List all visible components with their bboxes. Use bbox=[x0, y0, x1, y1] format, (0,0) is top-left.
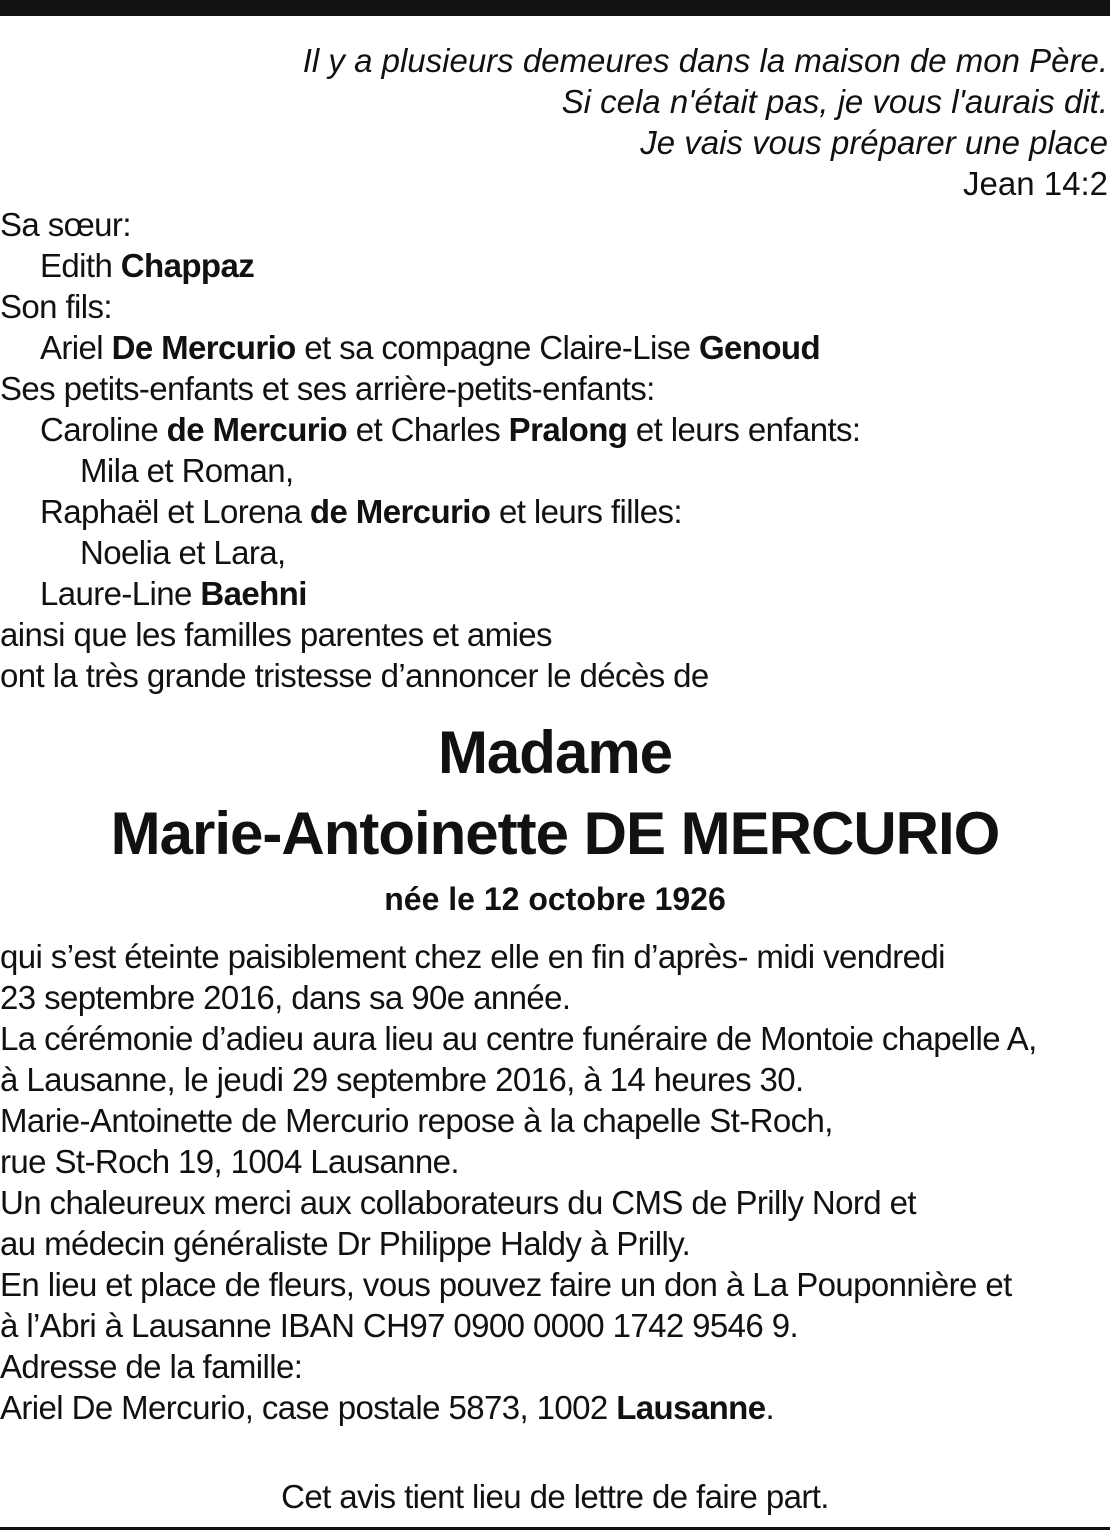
deceased-honorific: Madame bbox=[437, 719, 673, 786]
son-partner-last-name: Genoud bbox=[698, 329, 821, 366]
grandchild-last-name: de Mercurio bbox=[166, 411, 348, 448]
grandchild-first-name: Laure-Line bbox=[40, 575, 201, 612]
grandchild-tail: et leurs filles: bbox=[490, 493, 682, 530]
details-text bbox=[0, 936, 1110, 1428]
bible-epigraph bbox=[303, 40, 1108, 204]
epigraph-reference: Jean 14:2 bbox=[963, 165, 1108, 202]
deceased-title-block bbox=[0, 712, 1110, 924]
grandchild-entry bbox=[0, 491, 1110, 532]
sister-label: Sa sœur: bbox=[0, 206, 131, 243]
details-line: à l’Abri à Lausanne IBAN CH97 0900 0000 1742 9546 9. bbox=[0, 1307, 799, 1344]
son-label: Son fils: bbox=[0, 288, 112, 325]
details-line: Adresse de la famille: bbox=[0, 1348, 303, 1385]
deceased-name: Marie-Antoinette DE MERCURIO bbox=[110, 800, 1000, 867]
sister-first-name: Edith bbox=[40, 247, 121, 284]
epigraph-line: Je vais vous préparer une place bbox=[640, 124, 1108, 161]
grandchild-partner-text: et Charles bbox=[347, 411, 509, 448]
details-line: Marie-Antoinette de Mercurio repose à la chapelle St-Roch, bbox=[0, 1102, 833, 1139]
epigraph-line: Si cela n'était pas, je vous l'aurais dit. bbox=[561, 83, 1108, 120]
details-line: Un chaleureux merci aux collaborateurs du CMS de Prilly Nord et bbox=[0, 1184, 916, 1221]
grandchildren-label: Ses petits-enfants et ses arrière-petits-enfants: bbox=[0, 370, 655, 407]
closing-note: Cet avis tient lieu de lettre de faire part. bbox=[281, 1478, 829, 1515]
address-city: Lausanne bbox=[616, 1389, 766, 1426]
top-rule bbox=[0, 0, 1110, 16]
son-last-name: De Mercurio bbox=[111, 329, 296, 366]
details-line: En lieu et place de fleurs, vous pouvez faire un don à La Pouponnière et bbox=[0, 1266, 1012, 1303]
family-list bbox=[0, 204, 1110, 696]
details-line: rue St-Roch 19, 1004 Lausanne. bbox=[0, 1143, 460, 1180]
grandchild-last-name: Baehni bbox=[200, 575, 307, 612]
great-grandchildren-entry: Mila et Roman, bbox=[80, 452, 294, 489]
grandchild-entry bbox=[0, 573, 1110, 614]
address-suffix: . bbox=[765, 1389, 775, 1426]
grandchild-first-name: Raphaël et Lorena bbox=[40, 493, 310, 530]
deceased-birth-date: née le 12 octobre 1926 bbox=[384, 881, 726, 917]
family-closing-line: ainsi que les familles parentes et amies bbox=[0, 616, 552, 653]
son-entry bbox=[0, 327, 1110, 368]
grandchild-partner-last-name: Pralong bbox=[508, 411, 628, 448]
epigraph-line: Il y a plusieurs demeures dans la maison de mon Père. bbox=[302, 42, 1108, 79]
son-partner-text: et sa compagne Claire-Lise bbox=[295, 329, 699, 366]
grandchild-tail: et leurs enfants: bbox=[627, 411, 861, 448]
details-line: La cérémonie d’adieu aura lieu au centre funéraire de Montoie chapelle A, bbox=[0, 1020, 1037, 1057]
great-grandchildren-entry: Noelia et Lara, bbox=[80, 534, 286, 571]
sister-entry bbox=[0, 245, 1110, 286]
grandchild-entry bbox=[0, 409, 1110, 450]
family-address bbox=[0, 1387, 1110, 1428]
address-prefix: Ariel De Mercurio, case postale 5873, 1002 bbox=[0, 1389, 617, 1426]
details-line: à Lausanne, le jeudi 29 septembre 2016, à 14 heures 30. bbox=[0, 1061, 804, 1098]
announcement-line: ont la très grande tristesse d’annoncer le décès de bbox=[0, 657, 709, 694]
grandchild-first-name: Caroline bbox=[40, 411, 167, 448]
details-line: 23 septembre 2016, dans sa 90e année. bbox=[0, 979, 571, 1016]
bottom-rule bbox=[0, 1527, 1110, 1530]
sister-last-name: Chappaz bbox=[120, 247, 255, 284]
son-first-name: Ariel bbox=[40, 329, 112, 366]
details-line: qui s’est éteinte paisiblement chez elle en fin d’après- midi vendredi bbox=[0, 938, 945, 975]
details-line: au médecin généraliste Dr Philippe Haldy à Prilly. bbox=[0, 1225, 691, 1262]
grandchild-last-name: de Mercurio bbox=[309, 493, 491, 530]
